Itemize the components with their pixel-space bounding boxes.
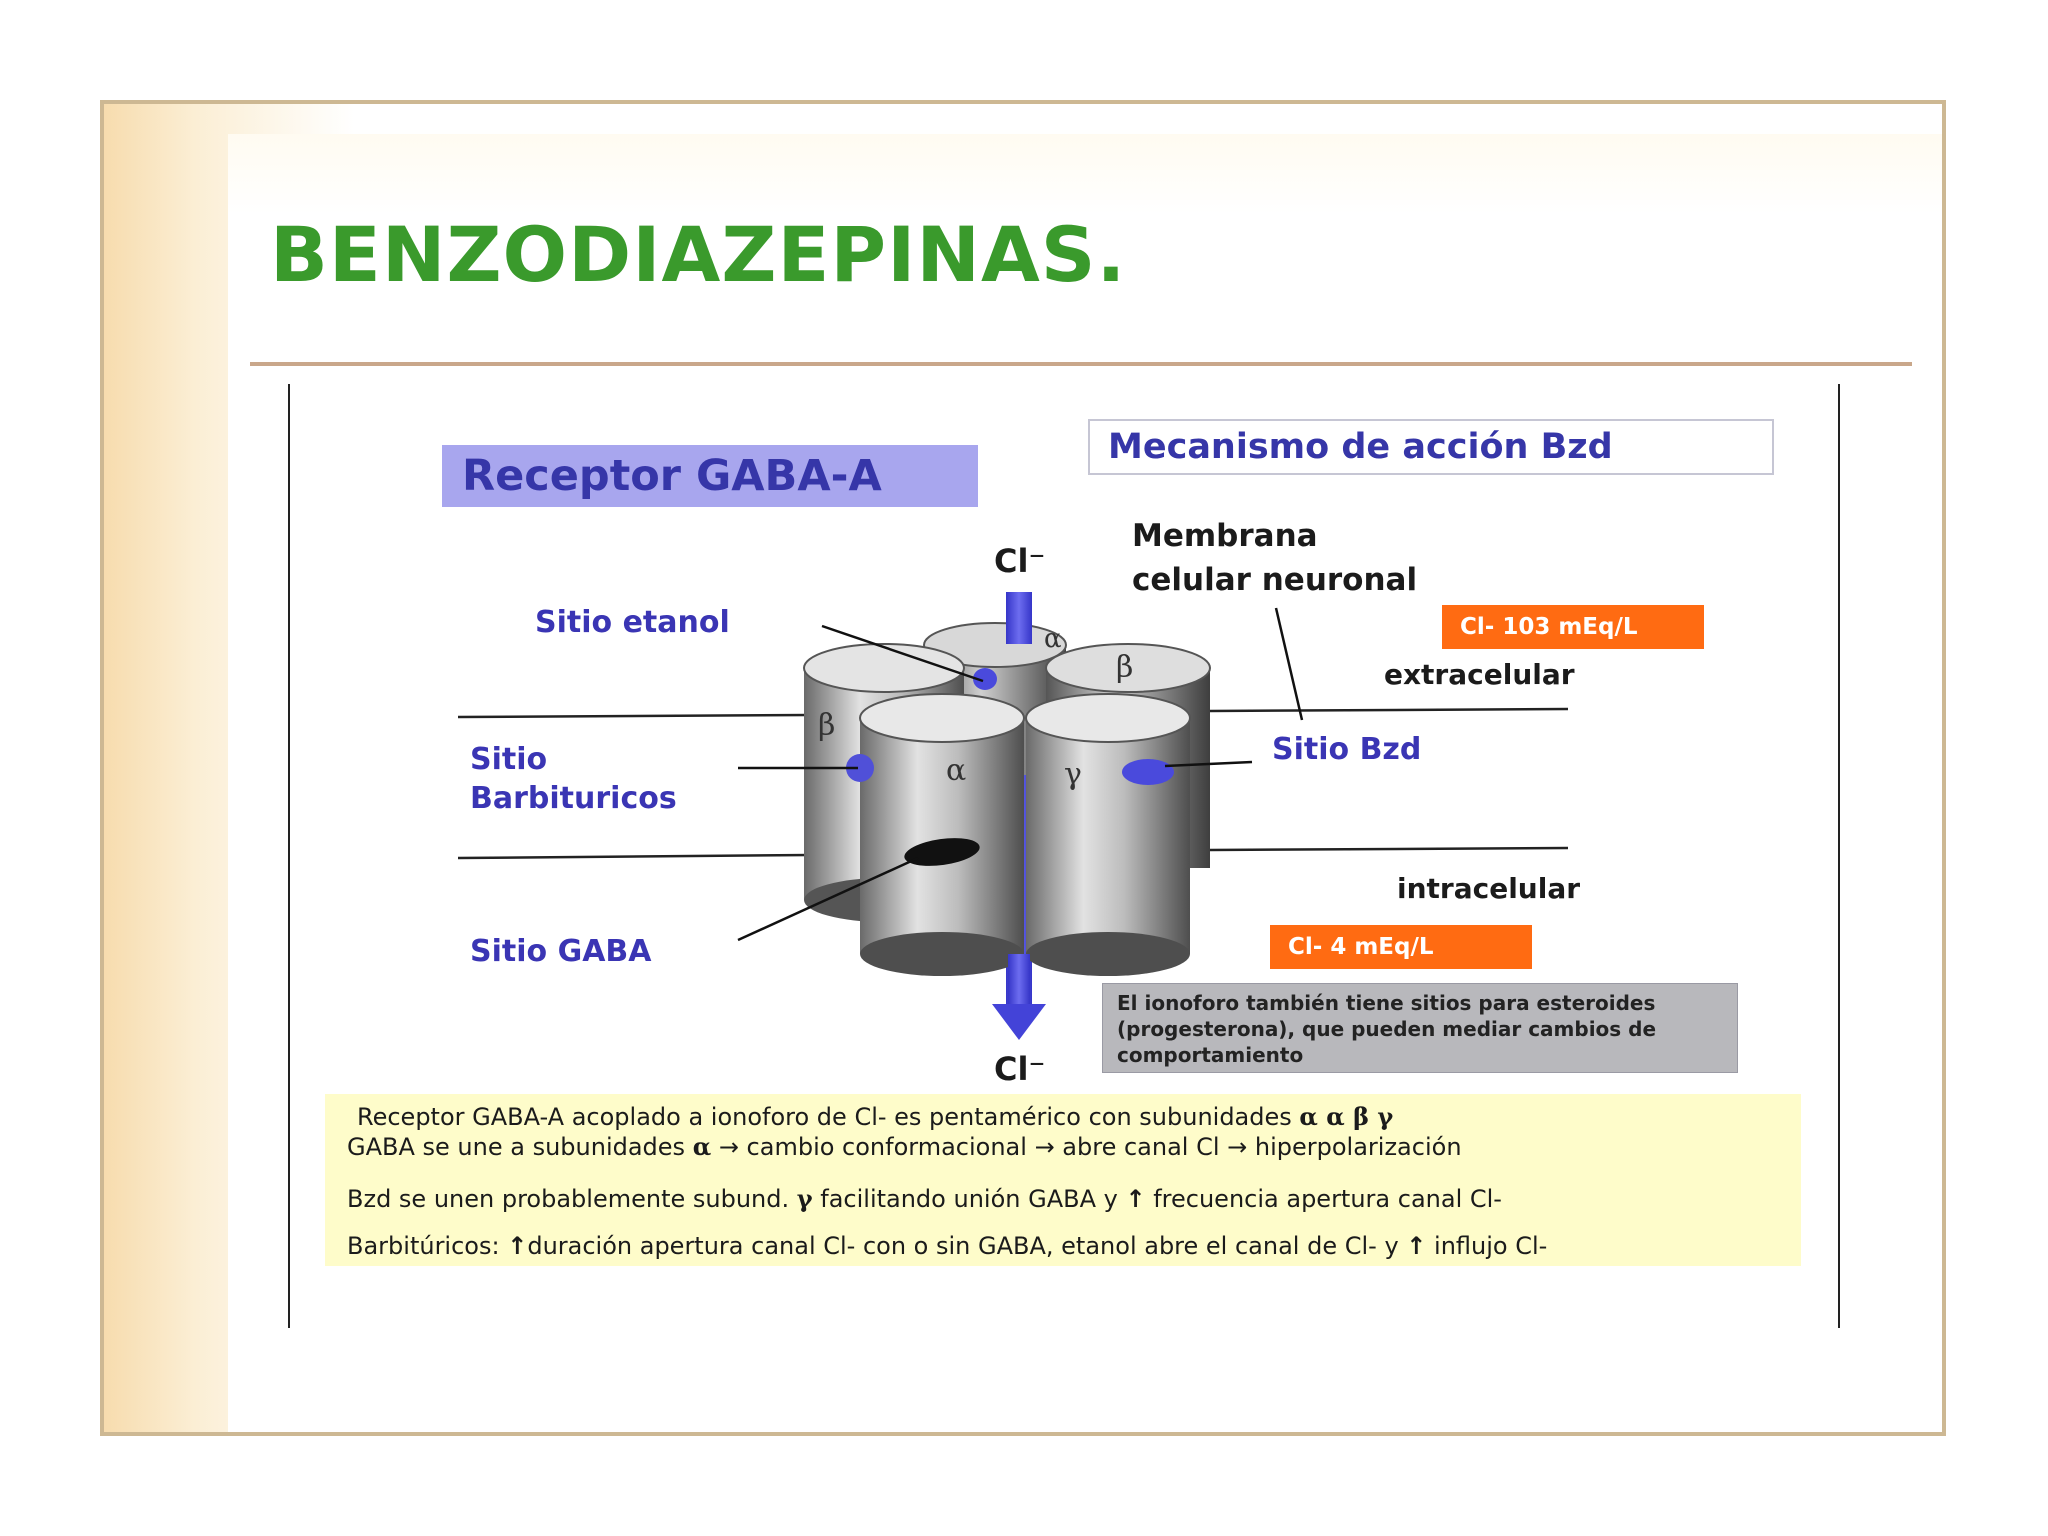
receptor-gaba-a-label: Receptor GABA-A xyxy=(462,451,882,501)
ionophore-note-line: El ionoforo también tiene sitios para esteroides xyxy=(1117,991,1656,1015)
mecanismo-label: Mecanismo de acción Bzd xyxy=(1108,427,1613,467)
summary-line-3-text-c: frecuencia apertura canal Cl- xyxy=(1153,1185,1502,1213)
summary-panel xyxy=(325,1094,1801,1266)
receptor-gaba-a-box xyxy=(442,445,978,507)
bzd-site-dot xyxy=(1122,759,1174,785)
slide-title: BENZODIAZEPINAS. xyxy=(270,210,1127,299)
cl-extracellular-value: Cl- 103 mEq/L xyxy=(1460,614,1638,640)
summary-line-2 xyxy=(347,1132,1462,1161)
summary-line-4 xyxy=(347,1232,1547,1260)
summary-line-3-text-b: facilitando unión GABA y xyxy=(820,1185,1118,1213)
sitio-bzd-label: Sitio Bzd xyxy=(1272,732,1422,767)
membrana-label-line2: celular neuronal xyxy=(1132,562,1418,598)
subunit-alpha-back-label: α xyxy=(1044,624,1062,654)
membrane-upper-left xyxy=(458,715,810,717)
cl-intracellular-value: Cl- 4 mEq/L xyxy=(1288,934,1434,960)
summary-line-3-gamma: γ xyxy=(796,1184,813,1213)
ionophore-note-line: comportamiento xyxy=(1117,1043,1304,1067)
ionophore-note xyxy=(1102,983,1738,1073)
summary-line-1-text: Receptor GABA-A acoplado a ionoforo de Cl- es pentamérico con subunidades xyxy=(357,1103,1292,1131)
leader-membrane xyxy=(1276,608,1302,720)
arrow-up-icon: ↑ xyxy=(507,1232,528,1260)
summary-line-3 xyxy=(347,1184,1502,1213)
chloride-channel-bottom xyxy=(1008,954,1030,1004)
mecanismo-box xyxy=(1088,419,1774,475)
membrana-label-line1: Membrana xyxy=(1132,518,1318,554)
arrow-down-icon xyxy=(992,1004,1046,1040)
membrane-upper-right xyxy=(1210,709,1568,711)
summary-line-4-text-a: Barbitúricos: xyxy=(347,1232,500,1260)
chloride-top-label: Cl⁻ xyxy=(994,542,1046,580)
summary-line-2-alpha: α xyxy=(692,1132,712,1161)
summary-line-2-text-a: GABA se une a subunidades xyxy=(347,1133,686,1161)
chloride-bottom-label: Cl⁻ xyxy=(994,1050,1046,1088)
sitio-gaba-label: Sitio GABA xyxy=(470,934,652,969)
summary-line-3-text-a: Bzd se unen probablemente subund. xyxy=(347,1185,790,1213)
chloride-channel-top xyxy=(1006,592,1032,644)
summary-line-4-text-b: duración apertura canal Cl- con o sin GABA, etanol abre el canal de Cl- y xyxy=(527,1232,1399,1260)
cl-intracellular-badge xyxy=(1270,925,1532,969)
front-gamma-cylinder xyxy=(1026,694,1190,976)
intracelular-label: intracelular xyxy=(1397,872,1581,905)
sitio-barbituricos-label-line2: Barbituricos xyxy=(470,781,677,816)
arrow-up-icon: ↑ xyxy=(1406,1232,1427,1260)
summary-line-1-greek: α α β γ xyxy=(1299,1102,1394,1131)
extracelular-label: extracelular xyxy=(1384,658,1575,691)
summary-line-1 xyxy=(357,1102,1393,1131)
arrow-up-icon: ↑ xyxy=(1125,1185,1146,1213)
front-alpha-cylinder xyxy=(860,694,1024,976)
membrane-lower-left xyxy=(458,855,810,858)
ionophore-note-line: (progesterona), que pueden mediar cambios de xyxy=(1117,1017,1657,1041)
summary-line-2-text-b: → cambio conformacional → abre canal Cl → hiperpolarización xyxy=(718,1133,1462,1161)
cl-extracellular-badge xyxy=(1442,605,1704,649)
subunit-beta-left-label: β xyxy=(818,708,836,743)
subunit-beta-back-label: β xyxy=(1116,650,1134,685)
subunit-gamma-front-label: γ xyxy=(1064,757,1082,792)
sitio-etanol-label: Sitio etanol xyxy=(535,605,730,640)
summary-line-4-text-c: influjo Cl- xyxy=(1434,1232,1548,1260)
subunit-alpha-front-label: α xyxy=(946,753,967,788)
membrane-lower-right xyxy=(1210,848,1568,850)
sitio-barbituricos-label-line1: Sitio xyxy=(470,742,548,777)
